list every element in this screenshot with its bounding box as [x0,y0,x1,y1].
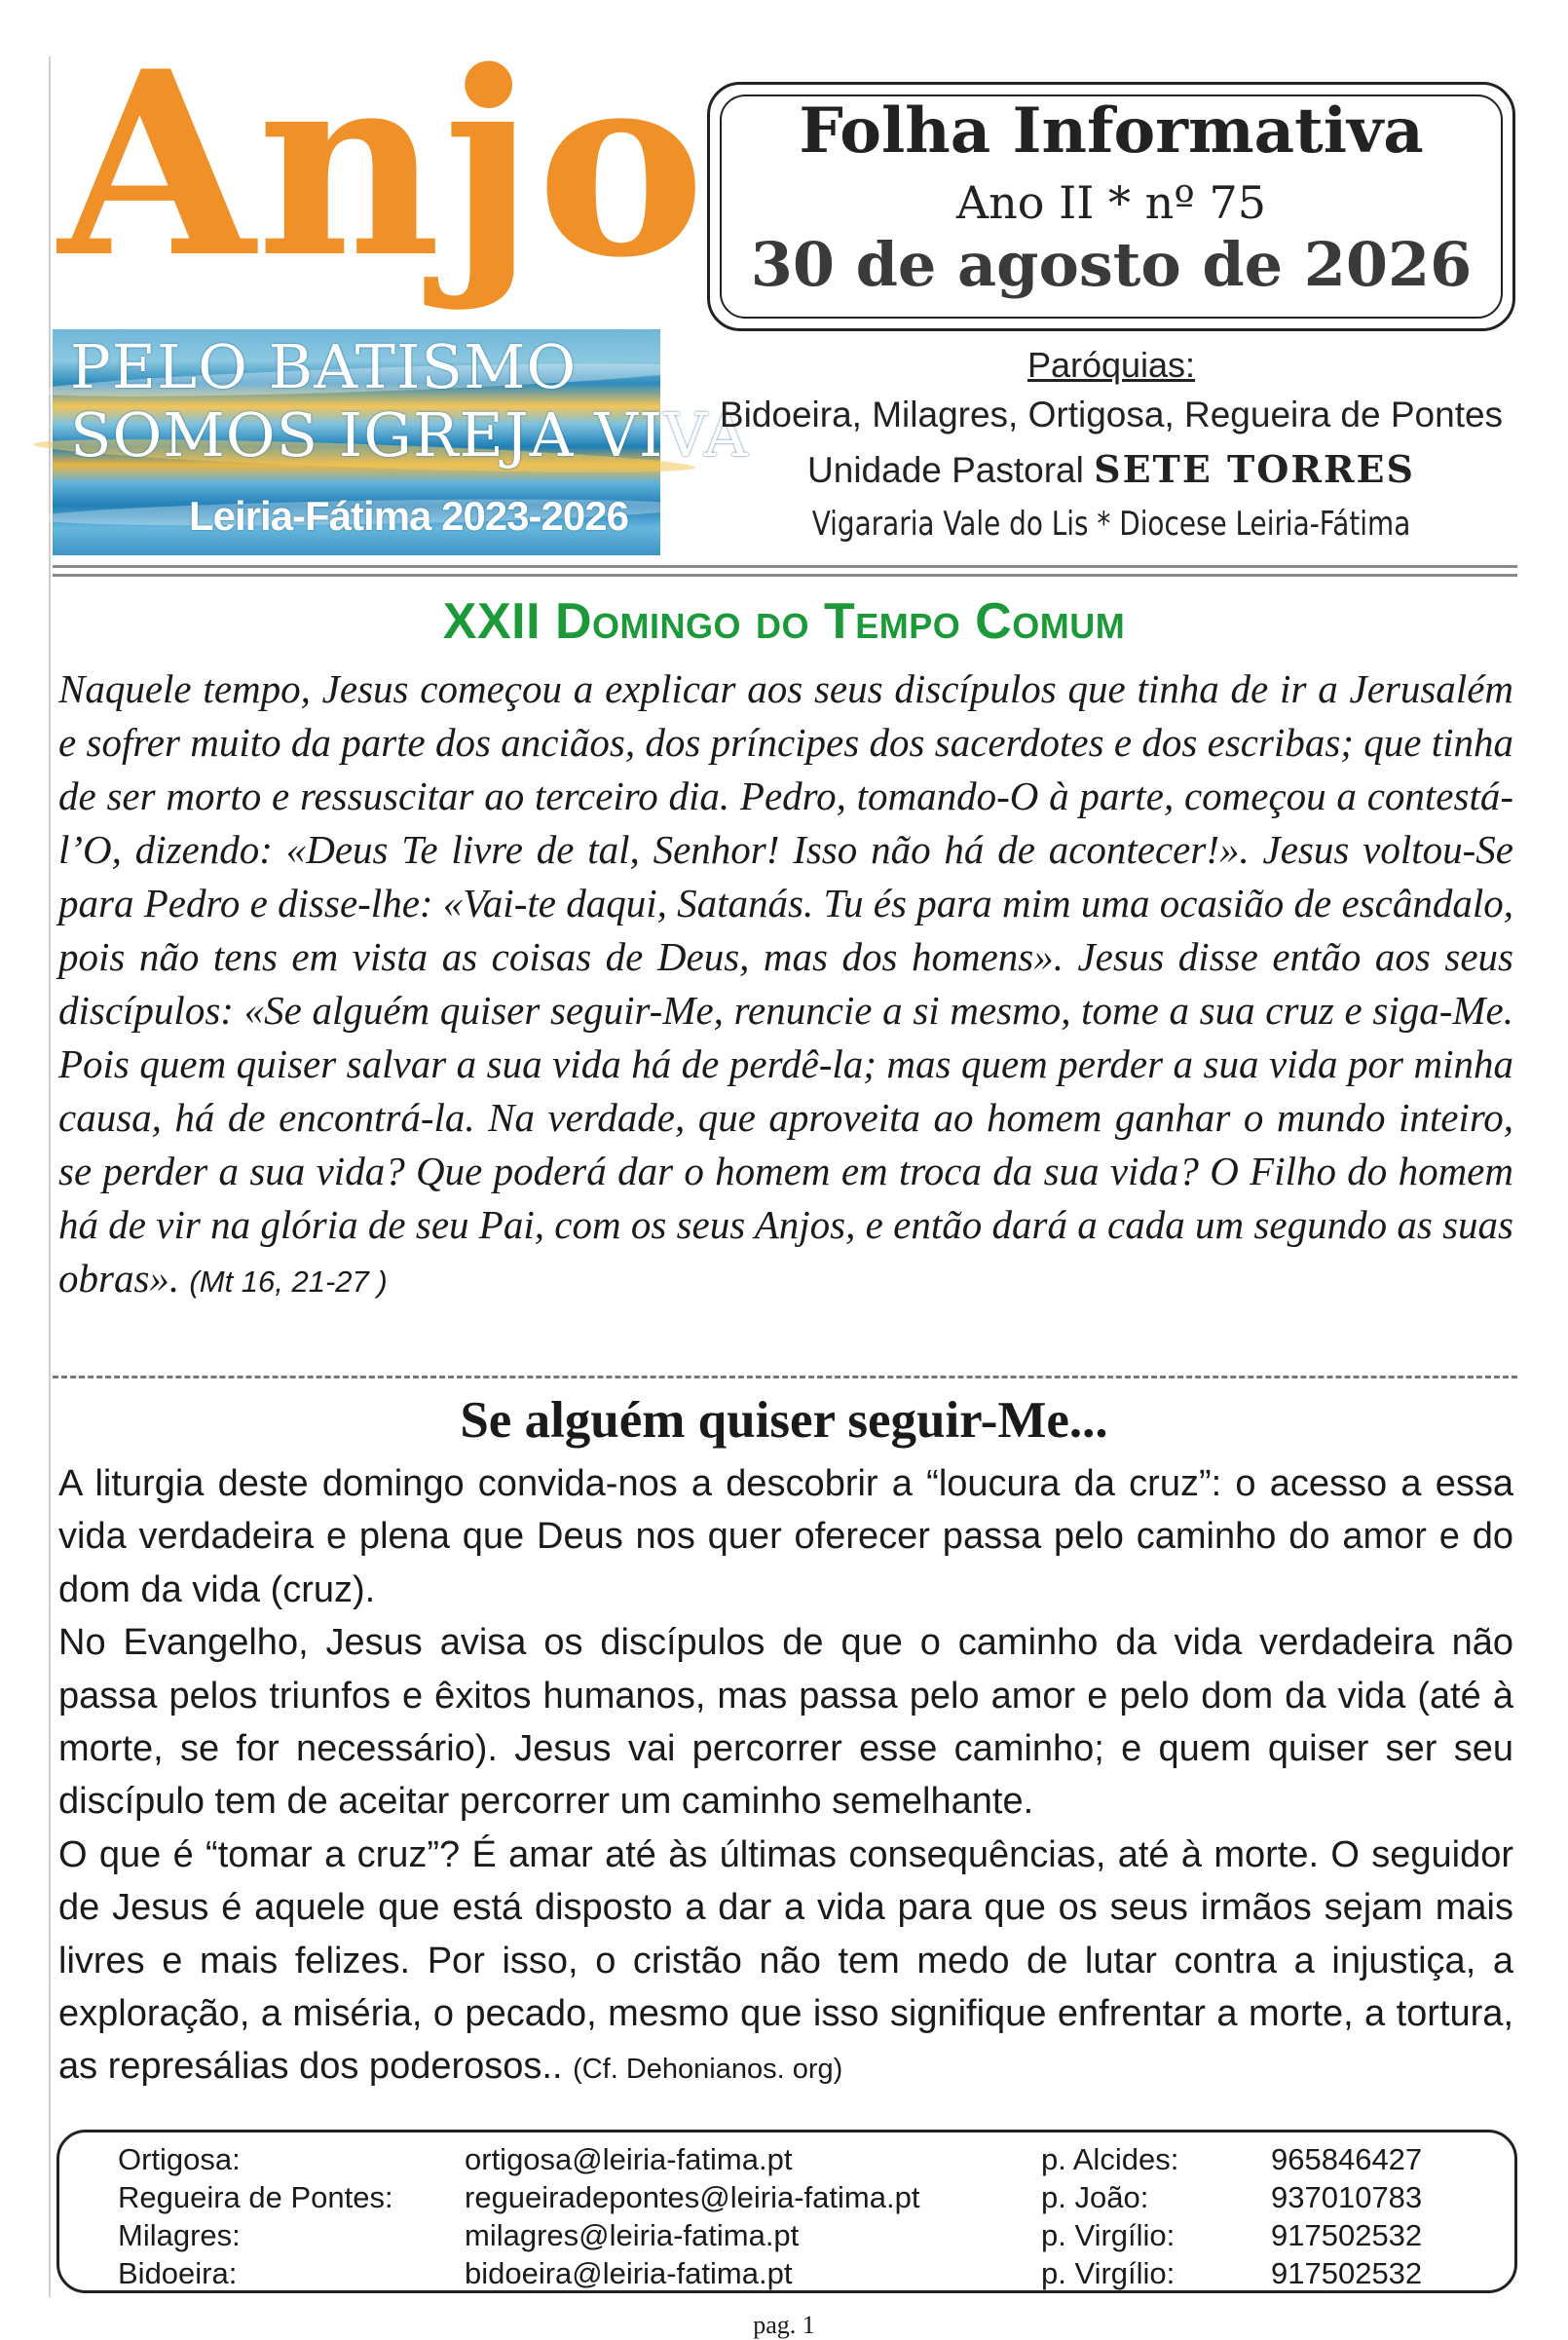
contact-phone: 965846427 [1271,2141,1423,2176]
contacts-box [56,2130,1517,2293]
parishes-label: Paróquias: [1027,345,1196,385]
header-divider [53,565,1517,577]
vicariate-line: Vigararia Vale do Lis * Diocese Leiria-Fátima [811,505,1411,544]
gospel-reference: (Mt 16, 21-27 ) [189,1264,388,1299]
parishes-list: Bidoeira, Milagres, Ortigosa, Regueira de Pontes [719,395,1504,434]
reflection-paragraph: A liturgia deste domingo convida-nos a descobrir a “loucura da cruz”: o acesso a essa vida verdadeira e plena que Deus nos quer oferecer passa pelo caminho do amor e do dom da vida (cruz). [58,1463,1513,1610]
table-row [118,2254,1466,2292]
gospel-text: Naquele tempo, Jesus começou a explicar aos seus discípulos que tinha de ir a Jerusalém e sofrer muito da parte dos anciãos, dos príncipes dos sacerdotes e dos escribas; que tinha de ser morto e ressuscitar ao terceiro dia. Pedro, tomando-O à parte, começou a contestá-l’O, dizendo: «Deus Te livre de tal, Senhor! Isso não há de acontecer!». Jesus voltou-Se para Pedro e disse-lhe: «Vai-te daqui, Satanás. Tu és para mim uma ocasião de escândalo, pois não tens em vista as coisas de Deus, mas dos homens». Jesus disse então aos seus discípulos: «Se alguém quiser seguir-Me, renuncie a si mesmo, tome a sua cruz e siga-Me. Pois quem quiser salvar a sua vida há de perdê-la; mas quem perder a sua vida por minha causa, há de encontrá-la. Na verdade, que aproveita ao homem ganhar o mundo inteiro, se perder a sua vida? Que poderá dar o homem em troca da sua vida? O Filho do homem há de vir na glória de seu Pai, com os seus Anjos, e então dará a cada um segundo as suas obras». [58,666,1513,1301]
contact-email[interactable]: regueiradepontes@leiria-fatima.pt [465,2179,920,2214]
bulletin-issue: Ano II * nº 75 [955,176,1267,229]
bulletin-title: Folha Informativa [799,94,1424,168]
masthead-logo: Anjo [58,17,708,314]
contact-email[interactable]: ortigosa@leiria-fatima.pt [465,2141,793,2176]
bulletin-title-box [707,82,1515,331]
contact-priest: p. Virgílio: [1041,2217,1176,2252]
reflection-paragraph-text: O que é “tomar a cruz”? É amar até às últimas consequências, até à morte. O seguidor de Jesus é aquele que está disposto a dar a vida para que os seus irmãos sejam mais livres e mais felizes. Por isso, o cristão não tem medo de lutar contra a injustiça, a exploração, a miséria, o pecado, mesmo que isso signifique enfrentar a morte, a tortura, as represálias dos poderosos.. [58,1833,1513,2088]
contact-email[interactable]: milagres@leiria-fatima.pt [465,2217,800,2252]
contact-parish: Ortigosa: [118,2141,241,2176]
pastoral-unit [668,442,1554,498]
pastoral-unit-name: SETE TORRES [1094,447,1415,491]
reflection-paragraph: No Evangelho, Jesus avisa os discípulos de que o caminho da vida verdadeira não passa pelos triunfos e êxitos humanos, mas passa pelo amor e pelo dom da vida (até à morte, se for necessário). Jesus vai percorrer esse caminho; e quem quiser ser seu discípulo tem de aceitar percorrer um caminho semelhante. [58,1622,1513,1823]
sunday-title: XXII Domingo do Tempo Comum [442,593,1126,650]
contact-priest: p. João: [1041,2179,1149,2214]
banner-line-1: PELO BATISMO [70,331,578,402]
contact-parish: Milagres: [118,2217,241,2252]
table-row [118,2178,1466,2216]
reflection-paragraph [58,1829,1513,2096]
table-row [118,2216,1466,2254]
contact-parish: Bidoeira: [118,2255,238,2290]
section-divider [53,1376,1517,1378]
parishes-block [668,343,1554,550]
pastoral-unit-prefix: Unidade Pastoral [807,450,1084,490]
pastoral-year-banner [53,329,749,555]
contacts-table [118,2140,1466,2292]
contact-phone: 937010783 [1271,2179,1423,2214]
reflection-body [58,1457,1513,2096]
table-row [118,2140,1466,2178]
banner-line-3: Leiria-Fátima 2023-2026 [189,493,628,539]
contact-parish: Regueira de Pontes: [118,2179,393,2214]
contact-email[interactable]: bidoeira@leiria-fatima.pt [465,2255,793,2290]
contact-priest: p. Alcides: [1041,2141,1179,2176]
reflection-source: (Cf. Dehonianos. org) [573,2054,843,2086]
page-number: pag. 1 [753,2311,815,2339]
contact-priest: p. Virgílio: [1041,2255,1176,2290]
bulletin-date: 30 de agosto de 2026 [750,229,1473,300]
reflection-title: Se alguém quiser seguir-Me... [460,1392,1108,1449]
contact-phone: 917502532 [1271,2217,1423,2252]
gospel-reading [58,662,1513,1308]
contact-phone: 917502532 [1271,2255,1423,2290]
banner-line-2: SOMOS IGREJA VIVA [70,399,749,471]
